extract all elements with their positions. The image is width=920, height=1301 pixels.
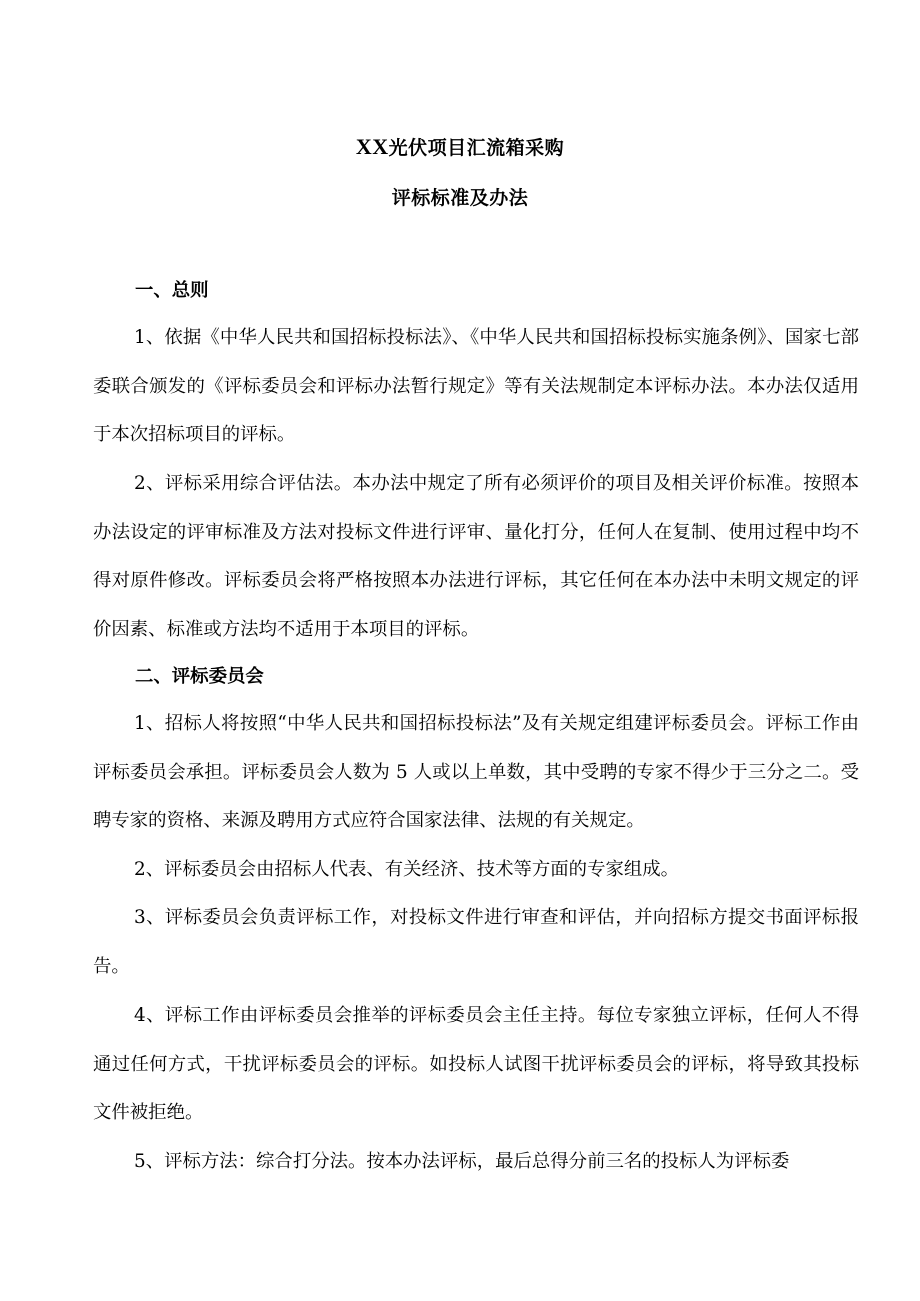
paragraph-committee-5: 5、评标方法：综合打分法。按本办法评标，最后总得分前三名的投标人为评标委 (134, 1151, 790, 1172)
document-title (0, 133, 920, 160)
document-subtitle: 评标标准及办法 (391, 187, 529, 209)
section-heading-committee: 二、评标委员会 (135, 666, 264, 687)
paragraph-committee-1: 1、招标人将按照“中华人民共和国招标投标法”及有关规定组建评标委员会。评标工作由评标委员会承担。评标委员会人数为 5 人或以上单数，其中受聘的专家不得少于三分之二。受聘专家的资格、来源及聘用方式应符合国家法律、法规的有关规定。 (93, 713, 859, 831)
title-prefix: XX (355, 134, 389, 159)
paragraph-committee-3: 3、评标委员会负责评标工作，对投标文件进行审查和评估，并向招标方提交书面评标报告。 (93, 907, 859, 977)
paragraph-committee-4: 4、评标工作由评标委员会推举的评标委员会主任主持。每位专家独立评标，任何人不得通过任何方式，干扰评标委员会的评标。如投标人试图干扰评标委员会的评标，将导致其投标文件被拒绝。 (93, 1005, 859, 1123)
paragraph-committee-2: 2、评标委员会由招标人代表、有关经济、技术等方面的专家组成。 (134, 859, 680, 880)
title-main: 光伏项目汇流箱采购 (388, 137, 565, 159)
section-heading-general: 一、总则 (135, 280, 209, 301)
paragraph-general-1: 1、依据《中华人民共和国招标投标法》、《中华人民共和国招标投标实施条例》、国家七部委联合颁发的《评标委员会和评标办法暂行规定》等有关法规制定本评标办法。本办法仅适用于本次招标项目的评标。 (93, 327, 859, 445)
paragraph-general-2: 2、评标采用综合评估法。本办法中规定了所有必须评价的项目及相关评价标准。按照本办法设定的评审标准及方法对投标文件进行评审、量化打分，任何人在复制、使用过程中均不得对原件修改。评标委员会将严格按照本办法进行评标，其它任何在本办法中未明文规定的评价因素、标准或方法均不适用于本项目的评标。 (93, 473, 859, 640)
